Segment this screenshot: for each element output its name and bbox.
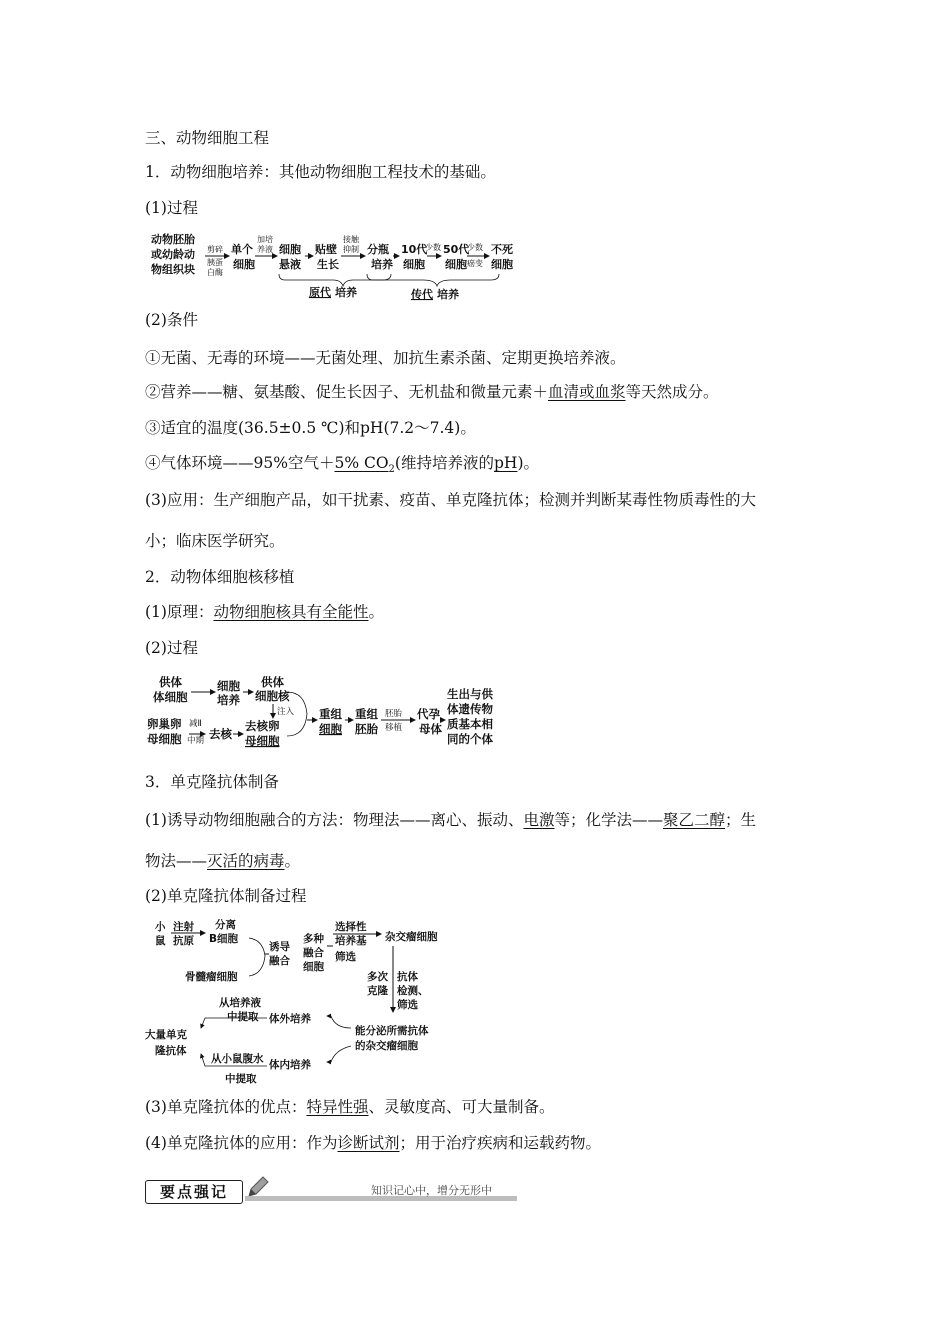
ma-multi-2: 融合 xyxy=(303,947,324,959)
cc-source-3: 物组织块 xyxy=(151,263,195,276)
cc-cancer: 癌变 xyxy=(467,259,483,268)
cc-split-1: 分瓶 xyxy=(367,243,389,256)
nt-offspring-2: 体遗传物 xyxy=(447,702,493,716)
nt-offspring-3: 质基本相 xyxy=(447,717,493,731)
s1-c4-co2 xyxy=(334,454,395,476)
s1-c4-text-c: )。 xyxy=(517,454,539,472)
nt-enuc-egg-1: 去核卵 xyxy=(245,719,280,733)
s3-title: 3．单克隆抗体制备 xyxy=(145,773,279,791)
ma-hybrid: 杂交瘤细胞 xyxy=(385,931,438,943)
cc-a1-bot-1: 胰蛋 xyxy=(207,258,223,267)
s3-p3-text-b: 、灵敏度高、可大量制备。 xyxy=(368,1098,555,1116)
ma-ext1-1: 从培养液 xyxy=(219,997,261,1009)
nt-recomb-emb-2: 胚胎 xyxy=(355,722,378,736)
s1-c4-ph: pH xyxy=(493,454,518,472)
cc-primary-u: 原代 xyxy=(309,286,331,299)
ma-inject-2: 抗原 xyxy=(173,935,194,947)
cc-a1-top: 剪碎 xyxy=(207,245,223,254)
cc-a3-top-1: 接触 xyxy=(343,235,359,244)
ma-detect-1: 抗体 xyxy=(397,971,418,983)
s1-c4-text-b: (维持培养液的 xyxy=(394,454,494,472)
ma-clone-1: 多次 xyxy=(367,971,388,983)
s3-p1-text-d: 物法—— xyxy=(145,852,208,870)
s2-p1-text-b: 。 xyxy=(368,603,384,621)
cc-source-2: 或幼龄动 xyxy=(151,248,195,261)
s3-p4-underline: 诊断试剂 xyxy=(337,1134,400,1152)
s3-p1-text-c: ；生 xyxy=(725,811,757,829)
s3-p1-text-e: 。 xyxy=(284,852,301,870)
ma-select-2: 培养基 xyxy=(335,935,367,947)
cc-a3-top-2: 抑制 xyxy=(343,245,359,254)
s3-p1-electric: 电激 xyxy=(523,811,555,829)
ma-induce-1: 诱导 xyxy=(269,941,290,953)
s3-p1-text-a: (1)诱导动物细胞融合的方法：物理法——离心、振动、 xyxy=(145,811,524,829)
cc-primary: 培养 xyxy=(335,286,357,299)
cc-single-1: 单个 xyxy=(231,243,253,256)
nt-offspring-4: 同的个体 xyxy=(447,732,493,746)
s3-p1-peg: 聚乙二醇 xyxy=(663,811,726,829)
ma-mouse-1: 小 xyxy=(155,921,166,933)
cc-few2: 少数 xyxy=(467,243,483,252)
s3-fusion-methods-2 xyxy=(145,851,300,871)
ma-mouse-2: 鼠 xyxy=(155,935,166,947)
nt-transfer-2: 移植 xyxy=(385,723,403,733)
cc-a2-top-2: 养液 xyxy=(257,245,273,254)
s2-p1-text-a: (1)原理： xyxy=(145,603,214,621)
cc-c50-2: 细胞 xyxy=(445,258,467,271)
section-title: 三、动物细胞工程 xyxy=(145,129,270,147)
ma-separate-2: B细胞 xyxy=(209,933,239,945)
nt-offspring-1: 生出与供 xyxy=(447,687,493,701)
s1-c2-text-a: ②营养——糖、氨基酸、促生长因子、无机盐和微量元素＋ xyxy=(145,383,549,401)
cc-c10-2: 细胞 xyxy=(403,258,425,271)
s1-c4-co2-text: 5% CO xyxy=(334,454,389,472)
nt-inject: 注入 xyxy=(277,707,295,717)
nt-mii-2: 中期 xyxy=(187,736,205,746)
s3-applications xyxy=(145,1133,601,1153)
cc-susp-2: 悬液 xyxy=(279,258,301,271)
s2-process-label: (2)过程 xyxy=(145,639,198,657)
cc-susp-1: 细胞 xyxy=(279,243,301,256)
cc-a1-bot-2: 白酶 xyxy=(207,268,223,277)
s3-p3-text-a: (3)单克隆抗体的优点： xyxy=(145,1098,307,1116)
s1-title: 1．动物细胞培养：其他动物细胞工程技术的基础。 xyxy=(145,163,496,181)
nt-oocyte-2: 母细胞 xyxy=(147,732,182,746)
nt-donor-1: 供体 xyxy=(159,675,182,689)
cc-passage-u: 传代 xyxy=(411,288,433,301)
nt-culture-1: 细胞 xyxy=(217,679,240,693)
cc-single-2: 细胞 xyxy=(233,258,255,271)
s2-principle xyxy=(145,602,384,622)
ma-multi-3: 细胞 xyxy=(303,961,324,973)
cc-c10-1: 10代 xyxy=(401,243,428,256)
s3-p1-virus: 灭活的病毒 xyxy=(207,852,285,870)
ma-multi-1: 多种 xyxy=(303,933,324,945)
cc-immortal-2: 细胞 xyxy=(491,258,513,271)
key-points-banner xyxy=(145,1180,517,1204)
monoclonal-antibody-diagram xyxy=(145,916,465,1088)
s1-application-2: 小；临床医学研究。 xyxy=(145,532,285,550)
s2-p1-underline: 动物细胞核具有全能性 xyxy=(213,603,369,621)
nt-enuc-egg-2: 母细胞 xyxy=(245,734,280,748)
nt-surrogate-1: 代孕 xyxy=(417,707,440,721)
s1-condition-4 xyxy=(145,453,539,480)
ma-ext2-2: 中提取 xyxy=(225,1073,257,1085)
s1-process-label: (1)过程 xyxy=(145,199,198,217)
cc-c50-1: 50代 xyxy=(443,243,470,256)
s3-p1-text-b: 等；化学法—— xyxy=(554,811,663,829)
cc-wall-1: 贴壁 xyxy=(315,243,337,256)
ma-detect-2: 检测、 xyxy=(397,985,429,997)
nt-transfer-1: 胚胎 xyxy=(385,709,403,719)
banner-subtitle: 知识记心中，增分无形中 xyxy=(371,1184,492,1197)
s3-p3-underline: 特异性强 xyxy=(306,1098,369,1116)
s1-condition-2 xyxy=(145,382,719,402)
ma-product-1: 大量单克 xyxy=(145,1029,187,1041)
ma-select-3: 筛选 xyxy=(335,951,356,963)
ma-select-1: 选择性 xyxy=(335,921,367,933)
ma-myeloma: 骨髓瘤细胞 xyxy=(185,971,238,983)
s1-conditions-label: (2)条件 xyxy=(145,311,198,329)
s2-title: 2．动物体细胞核移植 xyxy=(145,568,295,586)
s3-p4-text-a: (4)单克隆抗体的应用：作为 xyxy=(145,1134,338,1152)
cc-source-1: 动物胚胎 xyxy=(151,233,195,246)
nt-donor-2: 体细胞 xyxy=(153,690,188,704)
banner-title: 要点强记 xyxy=(145,1180,243,1204)
ma-target-1: 能分泌所需抗体 xyxy=(355,1025,429,1037)
ma-ext2-1: 从小鼠腹水 xyxy=(211,1053,264,1065)
ma-ext1-2: 中提取 xyxy=(227,1011,259,1023)
ma-separate-1: 分离 xyxy=(215,919,236,931)
nt-recomb-emb-1: 重组 xyxy=(355,707,378,721)
cc-a2-top-1: 加培 xyxy=(257,235,273,244)
nt-surrogate-2: 母体 xyxy=(419,722,442,736)
nt-recomb-cell-2: 细胞 xyxy=(319,722,342,736)
cc-passage: 培养 xyxy=(437,288,459,301)
s1-c4-co2-sub: 2 xyxy=(388,464,395,476)
ma-inject-1: 注射 xyxy=(173,921,194,933)
ma-invitro: 体外培养 xyxy=(269,1013,311,1025)
s3-advantages xyxy=(145,1097,555,1117)
cc-wall-2: 生长 xyxy=(317,258,339,271)
cc-immortal-1: 不死 xyxy=(491,243,513,256)
nuclear-transfer-diagram xyxy=(145,672,515,754)
nt-culture-2: 培养 xyxy=(217,693,240,707)
ma-target-2: 的杂交瘤细胞 xyxy=(355,1040,418,1052)
nt-recomb-cell-1: 重组 xyxy=(319,707,342,721)
nt-oocyte-1: 卵巢卵 xyxy=(147,717,182,731)
cc-split-2: 培养 xyxy=(371,258,393,271)
nt-enuc: 去核 xyxy=(209,727,232,741)
s1-c2-text-b: 等天然成分。 xyxy=(625,383,719,401)
cc-few1: 少数 xyxy=(425,243,441,252)
ma-clone-2: 克隆 xyxy=(367,985,388,997)
s1-application-1: (3)应用：生产细胞产品，如干扰素、疫苗、单克隆抗体；检测并判断某毒性物质毒性的大 xyxy=(145,491,756,509)
ma-induce-2: 融合 xyxy=(269,955,290,967)
ma-invivo: 体内培养 xyxy=(269,1059,311,1071)
s1-c4-text-a: ④气体环境——95%空气＋ xyxy=(145,454,335,472)
s3-p4-text-b: ；用于治疗疾病和运载药物。 xyxy=(399,1134,601,1152)
nt-nucleus-2: 细胞核 xyxy=(255,689,290,703)
nt-mii-1: 减Ⅱ xyxy=(189,719,202,729)
s3-process-label: (2)单克隆抗体制备过程 xyxy=(145,887,307,905)
s1-c2-underline: 血清或血浆 xyxy=(548,383,626,401)
s1-condition-3: ③适宜的温度(36.5±0.5 ℃)和pH(7.2～7.4)。 xyxy=(145,419,476,437)
nt-nucleus-1: 供体 xyxy=(261,675,284,689)
ma-product-2: 隆抗体 xyxy=(155,1045,187,1057)
s1-condition-1: ①无菌、无毒的环境——无菌处理、加抗生素杀菌、定期更换培养液。 xyxy=(145,349,626,367)
cell-culture-diagram xyxy=(145,228,525,300)
s3-fusion-methods-1 xyxy=(145,810,756,830)
ma-detect-3: 筛选 xyxy=(397,999,418,1011)
